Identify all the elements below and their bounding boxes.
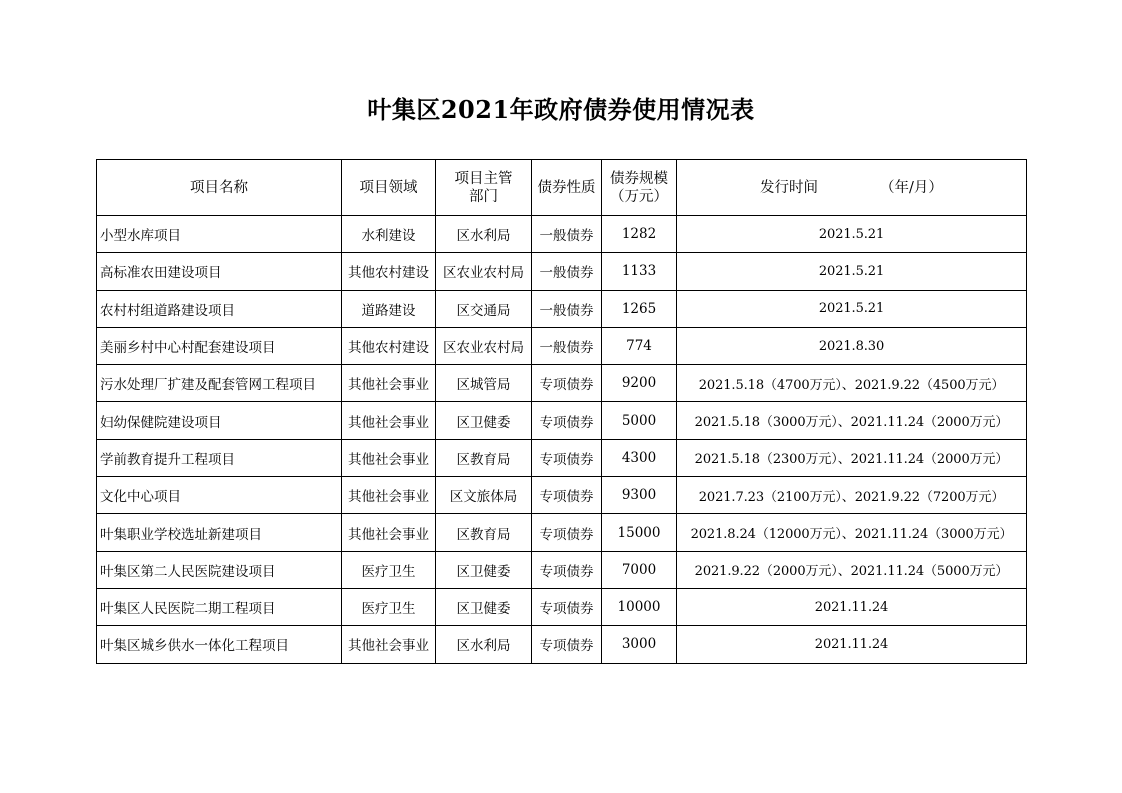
cell-department: 区卫健委: [436, 551, 532, 588]
header-bond-scale-line2: （万元）: [610, 188, 668, 205]
cell-project-field: 其他社会事业: [342, 626, 436, 663]
cell-department: 区卫健委: [436, 402, 532, 439]
table-header-row: [97, 160, 1027, 216]
header-bond-nature: 债券性质: [532, 160, 602, 216]
cell-department: 区交通局: [436, 290, 532, 327]
cell-bond-scale: 1265: [602, 290, 677, 327]
table-row: [97, 626, 1027, 663]
cell-issue-time: 2021.7.23（2100万元）、2021.9.22（7200万元）: [677, 477, 1027, 514]
cell-project-name: 高标准农田建设项目: [97, 253, 342, 290]
cell-project-field: 其他社会事业: [342, 365, 436, 402]
cell-issue-time: 2021.5.18（2300万元）、2021.11.24（2000万元）: [677, 439, 1027, 476]
cell-department: 区城管局: [436, 365, 532, 402]
cell-issue-time: 2021.8.24（12000万元）、2021.11.24（3000万元）: [677, 514, 1027, 551]
cell-department: 区教育局: [436, 439, 532, 476]
cell-bond-nature: 专项债券: [532, 439, 602, 476]
cell-bond-scale: 774: [602, 327, 677, 364]
cell-project-name: 小型水库项目: [97, 216, 342, 253]
cell-issue-time: 2021.8.30: [677, 327, 1027, 364]
cell-project-name: 妇幼保健院建设项目: [97, 402, 342, 439]
table-row: [97, 216, 1027, 253]
cell-bond-nature: 专项债券: [532, 365, 602, 402]
cell-bond-scale: 7000: [602, 551, 677, 588]
cell-bond-nature: 专项债券: [532, 402, 602, 439]
cell-bond-nature: 一般债券: [532, 253, 602, 290]
cell-bond-nature: 专项债券: [532, 551, 602, 588]
cell-bond-scale: 10000: [602, 588, 677, 625]
cell-project-name: 叶集区城乡供水一体化工程项目: [97, 626, 342, 663]
cell-bond-scale: 15000: [602, 514, 677, 551]
cell-issue-time: 2021.5.21: [677, 216, 1027, 253]
header-issue-time: [677, 160, 1027, 216]
cell-project-field: 医疗卫生: [342, 588, 436, 625]
cell-project-field: 水利建设: [342, 216, 436, 253]
cell-bond-scale: 9200: [602, 365, 677, 402]
cell-project-name: 学前教育提升工程项目: [97, 439, 342, 476]
cell-bond-nature: 一般债券: [532, 290, 602, 327]
cell-bond-scale: 1133: [602, 253, 677, 290]
cell-bond-nature: 一般债券: [532, 216, 602, 253]
header-issue-time-unit: （年/月）: [880, 179, 943, 196]
cell-department: 区农业农村局: [436, 327, 532, 364]
table-row: [97, 402, 1027, 439]
cell-bond-scale: 9300: [602, 477, 677, 514]
cell-project-field: 其他社会事业: [342, 439, 436, 476]
cell-project-name: 文化中心项目: [97, 477, 342, 514]
header-department-line2: 部门: [469, 188, 498, 205]
cell-project-name: 美丽乡村中心村配套建设项目: [97, 327, 342, 364]
cell-department: 区卫健委: [436, 588, 532, 625]
cell-department: 区文旅体局: [436, 477, 532, 514]
table-row: [97, 588, 1027, 625]
cell-bond-nature: 专项债券: [532, 514, 602, 551]
cell-issue-time: 2021.5.21: [677, 253, 1027, 290]
cell-bond-scale: 3000: [602, 626, 677, 663]
cell-issue-time: 2021.9.22（2000万元）、2021.11.24（5000万元）: [677, 551, 1027, 588]
header-department-line1: 项目主管: [454, 170, 513, 187]
cell-project-field: 其他社会事业: [342, 477, 436, 514]
cell-project-name: 污水处理厂扩建及配套管网工程项目: [97, 365, 342, 402]
cell-department: 区教育局: [436, 514, 532, 551]
cell-project-field: 其他农村建设: [342, 253, 436, 290]
table-row: [97, 290, 1027, 327]
page-title: 叶集区2021年政府债券使用情况表: [367, 95, 755, 124]
cell-bond-scale: 1282: [602, 216, 677, 253]
table-row: [97, 327, 1027, 364]
cell-bond-scale: 4300: [602, 439, 677, 476]
cell-bond-nature: 一般债券: [532, 327, 602, 364]
cell-issue-time: 2021.5.18（3000万元）、2021.11.24（2000万元）: [677, 402, 1027, 439]
cell-issue-time: 2021.11.24: [677, 588, 1027, 625]
header-issue-time-label: 发行时间: [760, 179, 819, 196]
cell-project-field: 医疗卫生: [342, 551, 436, 588]
cell-department: 区水利局: [436, 216, 532, 253]
table-row: [97, 439, 1027, 476]
cell-bond-nature: 专项债券: [532, 626, 602, 663]
cell-project-field: 其他农村建设: [342, 327, 436, 364]
cell-issue-time: 2021.11.24: [677, 626, 1027, 663]
cell-bond-nature: 专项债券: [532, 477, 602, 514]
header-bond-scale-line1: 债券规模: [610, 170, 668, 187]
cell-project-name: 农村村组道路建设项目: [97, 290, 342, 327]
cell-project-name: 叶集区第二人民医院建设项目: [97, 551, 342, 588]
cell-project-field: 其他社会事业: [342, 402, 436, 439]
cell-project-field: 其他社会事业: [342, 514, 436, 551]
cell-issue-time: 2021.5.18（4700万元）、2021.9.22（4500万元）: [677, 365, 1027, 402]
header-bond-scale: [602, 160, 677, 216]
header-project-field: 项目领域: [342, 160, 436, 216]
cell-department: 区农业农村局: [436, 253, 532, 290]
table-row: [97, 551, 1027, 588]
table-body: [97, 216, 1027, 664]
cell-project-name: 叶集区人民医院二期工程项目: [97, 588, 342, 625]
header-department: [436, 160, 532, 216]
cell-bond-scale: 5000: [602, 402, 677, 439]
cell-project-field: 道路建设: [342, 290, 436, 327]
header-project-name: 项目名称: [97, 160, 342, 216]
cell-bond-nature: 专项债券: [532, 588, 602, 625]
cell-issue-time: 2021.5.21: [677, 290, 1027, 327]
table-row: [97, 365, 1027, 402]
cell-project-name: 叶集职业学校选址新建项目: [97, 514, 342, 551]
table-row: [97, 477, 1027, 514]
cell-department: 区水利局: [436, 626, 532, 663]
bond-usage-table: [96, 159, 1027, 664]
table-row: [97, 514, 1027, 551]
table-row: [97, 253, 1027, 290]
